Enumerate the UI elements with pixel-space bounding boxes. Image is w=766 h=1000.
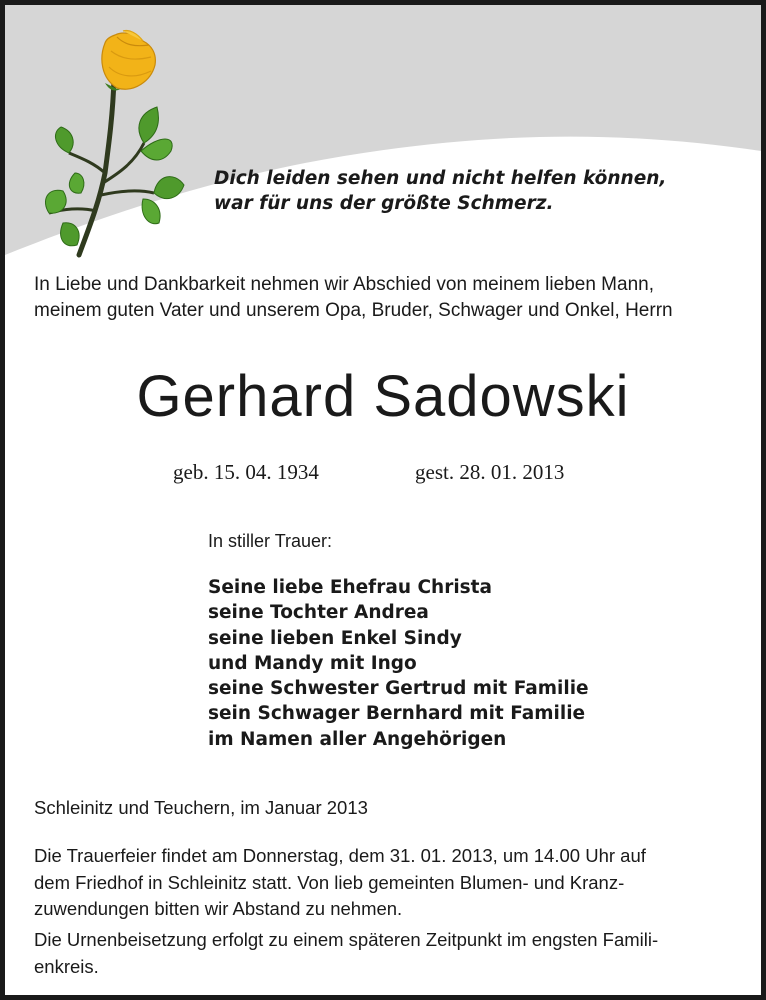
funeral-line: zuwendungen bitten wir Abstand zu nehmen. xyxy=(34,898,403,919)
mourner-line: und Mandy mit Ingo xyxy=(208,652,417,674)
deceased-name: Gerhard Sadowski xyxy=(136,364,630,429)
mourner-line: Seine liebe Ehefrau Christa xyxy=(208,577,493,598)
motto-line: war für uns der größte Schmerz. xyxy=(214,193,554,214)
funeral-line: Die Trauerfeier findet am Donnerstag, dem 31. 01. 2013, um 14.00 Uhr auf xyxy=(34,845,646,866)
intro-line: meinem guten Vater und unserem Opa, Bruder, Schwager und Onkel, Herrn xyxy=(34,300,673,321)
death-date: gest. 28. 01. 2013 xyxy=(415,460,565,484)
intro-text xyxy=(34,272,734,324)
intro-line: In Liebe und Dankbarkeit nehmen wir Abschied von meinem lieben Mann, xyxy=(34,274,654,295)
mourner-line: sein Schwager Bernhard mit Familie xyxy=(208,703,586,725)
mourners-list xyxy=(208,575,589,752)
mourner-line: seine lieben Enkel Sindy xyxy=(208,627,462,649)
rose-icon xyxy=(39,23,189,263)
motto-line: Dich leiden sehen und nicht helfen können, xyxy=(214,168,667,189)
funeral-line: dem Friedhof in Schleinitz statt. Von lieb gemeinten Blumen- und Kranz- xyxy=(34,871,625,893)
funeral-info xyxy=(34,843,738,923)
place-and-date: Schleinitz und Teuchern, im Januar 2013 xyxy=(34,797,368,818)
mourner-line: seine Schwester Gertrud mit Familie xyxy=(208,678,589,700)
urn-line: enkreis. xyxy=(34,955,99,977)
mourning-heading: In stiller Trauer: xyxy=(208,531,333,551)
urn-burial-info xyxy=(34,927,738,980)
mourner-line: im Namen aller Angehörigen xyxy=(208,728,507,750)
urn-line: Die Urnenbeisetzung erfolgt zu einem späteren Zeitpunkt im engsten Famili- xyxy=(34,929,659,950)
motto-quote xyxy=(214,166,666,216)
birth-date: geb. 15. 04. 1934 xyxy=(173,460,319,484)
mourner-line: seine Tochter Andrea xyxy=(208,602,429,624)
